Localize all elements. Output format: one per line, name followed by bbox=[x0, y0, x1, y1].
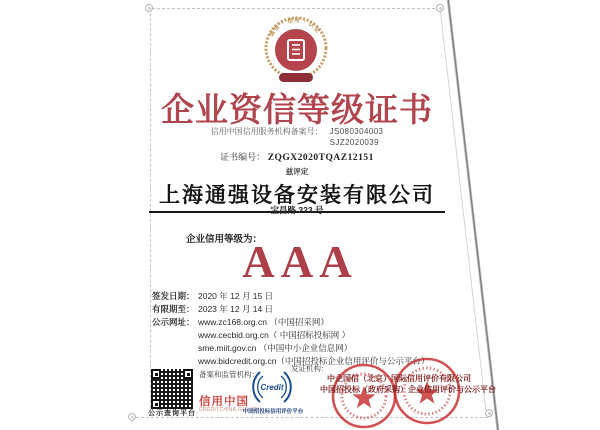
certificate-number-label: 证书编号： bbox=[220, 152, 266, 162]
issue-date-value: 2020 年 12 月 15 日 bbox=[198, 291, 274, 301]
filing-number-2: SJZ2020039 bbox=[329, 138, 379, 147]
credit-alliance-caption: 中国招投标信用评价平台 bbox=[242, 409, 304, 415]
corner-ornament-icon bbox=[145, 4, 153, 12]
issuer-name-block bbox=[320, 374, 496, 395]
valid-until-label: 有限期至： bbox=[152, 304, 195, 314]
issuer-stamp-icon bbox=[330, 362, 398, 430]
issuer-platform-name: 中国招投标（政府采购）企业信用评价与公示平台 bbox=[320, 384, 496, 394]
issue-date-label: 签发日期： bbox=[152, 291, 195, 301]
company-name: 上海通强设备安装有限公司 bbox=[149, 179, 445, 213]
valid-until-value: 2023 年 12 月 14 日 bbox=[198, 304, 274, 314]
credit-logo-text: Credit bbox=[260, 383, 284, 392]
qr-code bbox=[151, 369, 193, 409]
public-site-url: sme.miit.gov.cn （中国中小企业信息网） bbox=[198, 343, 353, 353]
credit-grade-value: AAA bbox=[242, 237, 358, 287]
certificate-number: ZQGX2020TQAZ12151 bbox=[267, 153, 374, 163]
certificate-number-row bbox=[147, 150, 447, 163]
credit-alliance-logo-icon bbox=[250, 366, 294, 408]
filing-number-row bbox=[147, 126, 447, 148]
credit-china-url: CREDITCHINA.GOV.CN bbox=[199, 407, 260, 413]
filing-number-label: 信用中国信用服务机构备案号： bbox=[210, 127, 323, 136]
public-site-url: www.zc168.org.cn （中国招采网） bbox=[198, 317, 329, 327]
corner-ornament-icon bbox=[436, 4, 444, 12]
frame-top-line bbox=[152, 8, 440, 9]
public-site-url: www.cecbid.org.cn（ 中国招标投标网 ） bbox=[198, 330, 351, 340]
assessed-label: 兹评定 bbox=[285, 167, 309, 176]
public-sites-label: 公示网址： bbox=[152, 317, 195, 327]
credit-china-logo: 信用中国 bbox=[199, 396, 249, 408]
company-address: 宝昌路 323 号 bbox=[270, 205, 324, 215]
filing-number-1: JS080304003 bbox=[329, 127, 384, 136]
regulator-label: 备案和监管机构： bbox=[199, 370, 259, 379]
corner-ornament-icon bbox=[128, 413, 136, 421]
public-site-url: www.bidcredit.org.cn（中国招投标企业信用评价与公示平台） bbox=[198, 356, 430, 366]
qr-code-caption: 公示查询平台 bbox=[148, 410, 196, 417]
credit-grade-label: 企业信用等级为： bbox=[186, 234, 263, 245]
certificate-meta-block bbox=[152, 290, 429, 368]
certificate-title: 企业资信等级证书 bbox=[161, 91, 433, 128]
credit-seal-emblem-icon bbox=[256, 11, 336, 91]
emblem-arc-text: 诚信 · 信用 · 认证 bbox=[268, 17, 322, 38]
issuer-company-name: 中企国信（北京）国际信用评价有限公司 bbox=[327, 374, 471, 383]
corner-ornament-icon bbox=[485, 409, 493, 417]
issuer-label: 发证机构： bbox=[291, 364, 329, 373]
